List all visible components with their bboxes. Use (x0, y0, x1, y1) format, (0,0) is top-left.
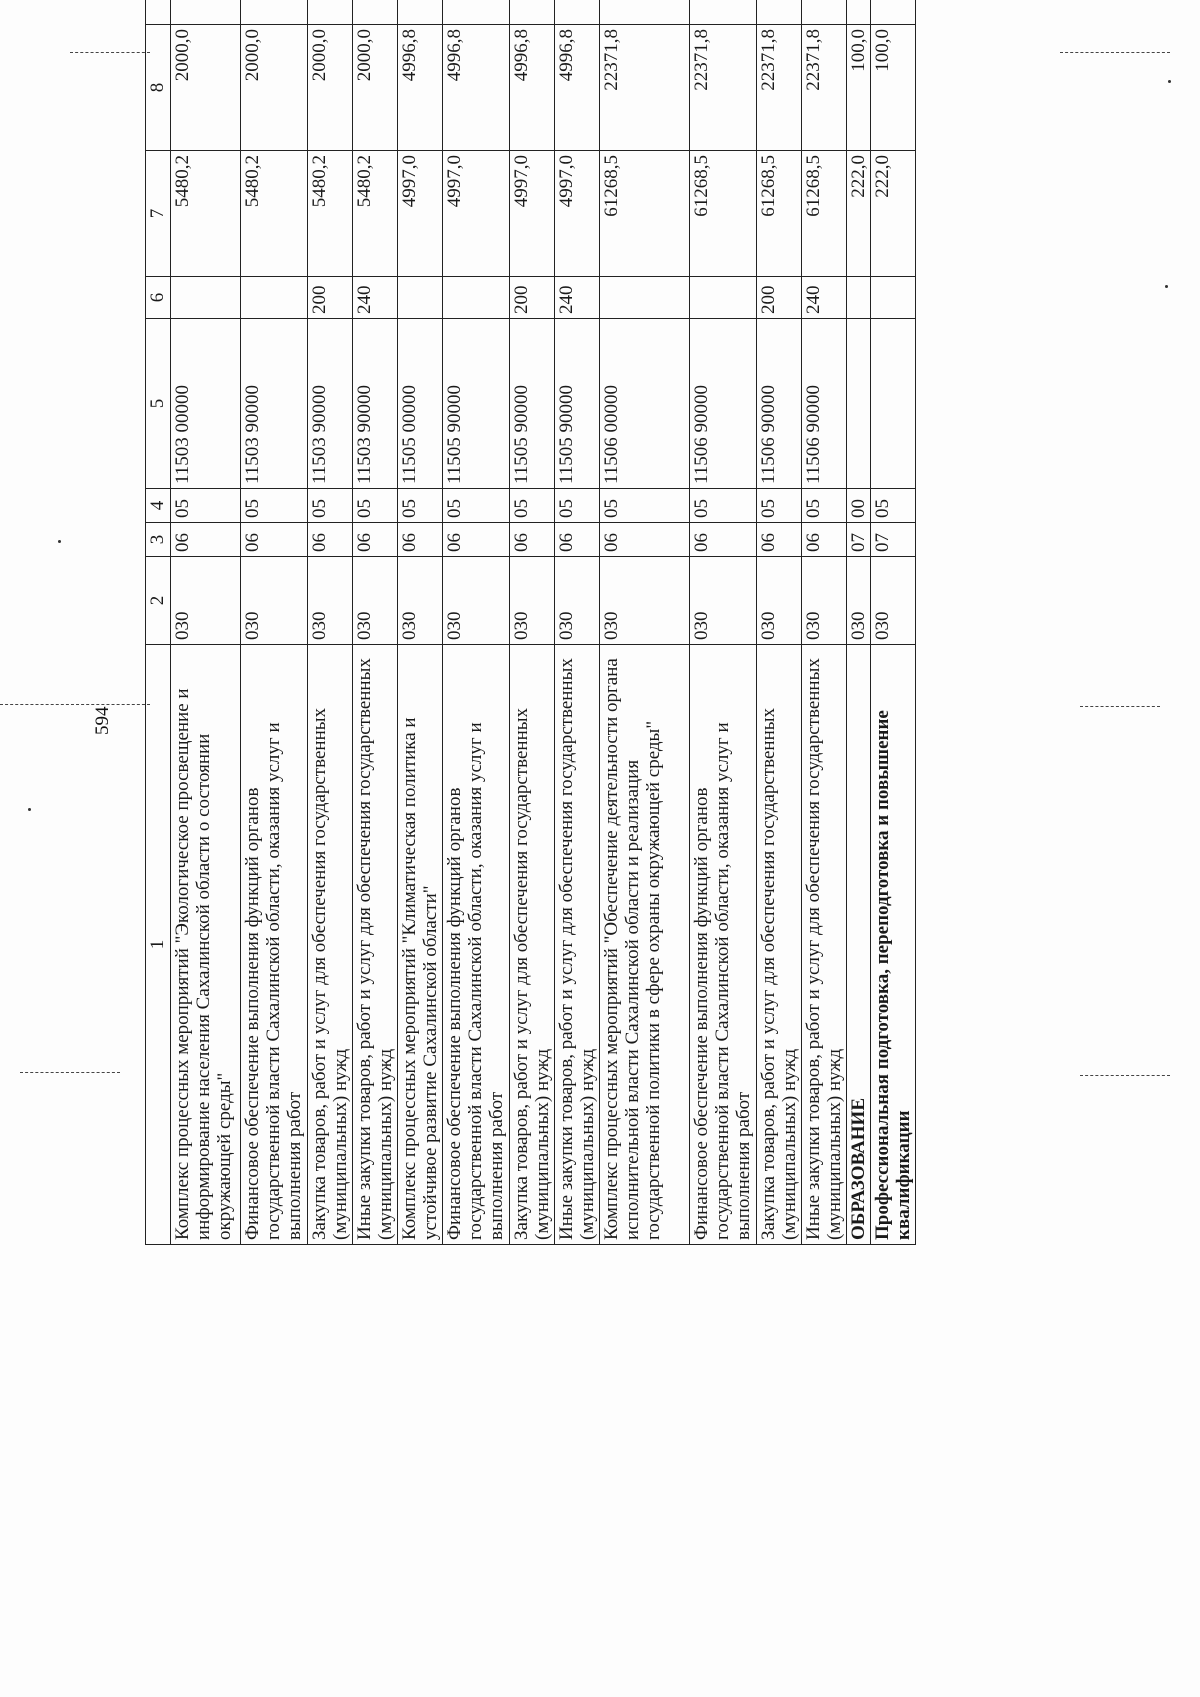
row-value-cell (690, 277, 757, 319)
row-value-cell (443, 0, 510, 25)
row-value-cell: 2000,0 (353, 25, 398, 151)
row-value-cell: 100,0 (871, 25, 916, 151)
row-value-cell (171, 277, 241, 319)
row-value-cell: 05 (353, 489, 398, 523)
scan-speck (58, 540, 61, 543)
row-value-cell: 11503 00000 (171, 319, 241, 489)
row-value-cell: 5480,2 (308, 151, 353, 277)
row-value-cell: 222,0 (847, 151, 871, 277)
row-value-cell: 11503 90000 (241, 319, 308, 489)
row-value-cell: 4996,8 (510, 25, 555, 151)
row-value-cell: 4997,0 (443, 151, 510, 277)
table-row (398, 0, 443, 1245)
row-value-cell (847, 319, 871, 489)
header-row (146, 0, 171, 1245)
scan-speck (28, 808, 31, 811)
row-value-cell: 06 (555, 523, 600, 557)
table-row (802, 0, 847, 1245)
row-value-cell: 030 (847, 557, 871, 645)
row-value-cell: 11505 90000 (555, 319, 600, 489)
table-row (443, 0, 510, 1245)
row-value-cell: 2000,0 (241, 25, 308, 151)
scan-artifact-line (0, 704, 150, 705)
row-value-cell (871, 0, 916, 25)
row-value-cell (398, 0, 443, 25)
row-value-cell (600, 0, 690, 25)
row-value-cell: 05 (398, 489, 443, 523)
row-value-cell: 11506 90000 (757, 319, 802, 489)
header-cell: 2 (146, 557, 171, 645)
header-cell: 6 (146, 277, 171, 319)
row-value-cell: 06 (600, 523, 690, 557)
rotated-table-container (145, 29, 1125, 1245)
table-body (171, 0, 916, 1245)
row-value-cell (241, 0, 308, 25)
table-row (690, 0, 757, 1245)
row-value-cell: 06 (510, 523, 555, 557)
row-value-cell: 030 (241, 557, 308, 645)
page-number: 594 (92, 706, 113, 735)
row-value-cell: 05 (871, 489, 916, 523)
row-value-cell: 222,0 (871, 151, 916, 277)
row-value-cell (757, 0, 802, 25)
row-value-cell: 06 (443, 523, 510, 557)
row-value-cell: 05 (443, 489, 510, 523)
row-value-cell: 05 (600, 489, 690, 523)
row-value-cell: 06 (802, 523, 847, 557)
table-row (600, 0, 690, 1245)
row-value-cell: 11503 90000 (308, 319, 353, 489)
row-name-cell: Иные закупки товаров, работ и услуг для обеспечения государственных (муниципальных) нужд (353, 645, 398, 1245)
row-value-cell (871, 319, 916, 489)
row-value-cell: 030 (443, 557, 510, 645)
row-value-cell: 030 (690, 557, 757, 645)
row-value-cell: 4997,0 (398, 151, 443, 277)
row-value-cell: 11506 90000 (802, 319, 847, 489)
row-value-cell: 11506 90000 (690, 319, 757, 489)
row-value-cell: 61268,5 (600, 151, 690, 277)
row-value-cell: 06 (690, 523, 757, 557)
row-value-cell: 5480,2 (241, 151, 308, 277)
row-value-cell (802, 0, 847, 25)
row-value-cell (353, 0, 398, 25)
row-value-cell (510, 0, 555, 25)
row-value-cell: 06 (757, 523, 802, 557)
scan-artifact-line (70, 52, 150, 53)
row-value-cell (398, 277, 443, 319)
row-value-cell: 240 (802, 277, 847, 319)
row-value-cell: 06 (241, 523, 308, 557)
row-value-cell: 4996,8 (398, 25, 443, 151)
row-value-cell: 11506 00000 (600, 319, 690, 489)
row-value-cell: 61268,5 (690, 151, 757, 277)
row-name-cell: Иные закупки товаров, работ и услуг для обеспечения государственных (муниципальных) нужд (802, 645, 847, 1245)
table-row (555, 0, 600, 1245)
row-value-cell: 07 (871, 523, 916, 557)
row-value-cell: 11505 90000 (443, 319, 510, 489)
table-row (171, 0, 241, 1245)
row-value-cell (241, 277, 308, 319)
header-cell: 5 (146, 319, 171, 489)
table-row (353, 0, 398, 1245)
row-value-cell: 05 (510, 489, 555, 523)
row-value-cell (308, 0, 353, 25)
row-name-cell: Закупка товаров, работ и услуг для обеспечения государственных (муниципальных) нужд (510, 645, 555, 1245)
header-cell: 4 (146, 489, 171, 523)
row-value-cell: 22371,8 (802, 25, 847, 151)
row-value-cell: 61268,5 (802, 151, 847, 277)
row-value-cell: 100,0 (847, 25, 871, 151)
row-value-cell (690, 0, 757, 25)
table-row (308, 0, 353, 1245)
scan-speck (1165, 285, 1168, 288)
row-value-cell: 05 (241, 489, 308, 523)
row-value-cell: 5480,2 (171, 151, 241, 277)
header-cell (146, 0, 171, 25)
row-value-cell: 22371,8 (690, 25, 757, 151)
table-row (757, 0, 802, 1245)
row-value-cell: 11505 90000 (510, 319, 555, 489)
row-value-cell: 030 (171, 557, 241, 645)
row-value-cell: 05 (308, 489, 353, 523)
row-value-cell: 05 (757, 489, 802, 523)
row-value-cell (847, 0, 871, 25)
row-name-cell: Закупка товаров, работ и услуг для обеспечения государственных (муниципальных) нужд (757, 645, 802, 1245)
row-value-cell: 030 (871, 557, 916, 645)
header-cell: 7 (146, 151, 171, 277)
row-name-cell: Комплекс процессных мероприятий "Климатическая политика и устойчивое развитие Сахалинской области" (398, 645, 443, 1245)
row-value-cell: 11505 00000 (398, 319, 443, 489)
table-row (510, 0, 555, 1245)
row-value-cell: 2000,0 (308, 25, 353, 151)
table-row (241, 0, 308, 1245)
row-value-cell: 22371,8 (757, 25, 802, 151)
row-value-cell: 5480,2 (353, 151, 398, 277)
table-row (871, 0, 916, 1245)
row-value-cell: 030 (398, 557, 443, 645)
row-name-cell: Финансовое обеспечение выполнения функций органов государственной власти Сахалинской области, оказания услуг и выполнения работ (690, 645, 757, 1245)
scan-speck (1168, 80, 1171, 83)
row-value-cell: 05 (802, 489, 847, 523)
row-value-cell: 2000,0 (171, 25, 241, 151)
row-value-cell: 030 (757, 557, 802, 645)
row-value-cell (443, 277, 510, 319)
row-value-cell: 22371,8 (600, 25, 690, 151)
row-value-cell: 200 (308, 277, 353, 319)
row-value-cell: 11503 90000 (353, 319, 398, 489)
row-value-cell: 030 (308, 557, 353, 645)
row-value-cell: 4997,0 (510, 151, 555, 277)
row-value-cell (600, 277, 690, 319)
row-value-cell: 06 (353, 523, 398, 557)
row-name-cell: Иные закупки товаров, работ и услуг для обеспечения государственных (муниципальных) нужд (555, 645, 600, 1245)
header-cell: 3 (146, 523, 171, 557)
row-name-cell: Комплекс процессных мероприятий "Экологическое просвещение и информирование населения Сахалинской области о состоянии окружающей среды" (171, 645, 241, 1245)
row-value-cell (171, 0, 241, 25)
row-value-cell: 030 (510, 557, 555, 645)
row-value-cell: 07 (847, 523, 871, 557)
row-value-cell: 05 (171, 489, 241, 523)
row-value-cell: 4996,8 (443, 25, 510, 151)
row-value-cell: 61268,5 (757, 151, 802, 277)
row-value-cell: 06 (308, 523, 353, 557)
row-value-cell: 240 (555, 277, 600, 319)
row-value-cell: 030 (802, 557, 847, 645)
row-value-cell (871, 277, 916, 319)
scan-artifact-line (20, 1072, 120, 1073)
row-value-cell (555, 0, 600, 25)
row-value-cell: 030 (600, 557, 690, 645)
header-cell: 1 (146, 645, 171, 1245)
row-value-cell: 030 (555, 557, 600, 645)
row-name-cell: Финансовое обеспечение выполнения функций органов государственной власти Сахалинской области, оказания услуг и выполнения работ (443, 645, 510, 1245)
row-value-cell: 06 (398, 523, 443, 557)
row-value-cell: 4997,0 (555, 151, 600, 277)
row-value-cell: 200 (510, 277, 555, 319)
row-value-cell: 4996,8 (555, 25, 600, 151)
row-value-cell: 200 (757, 277, 802, 319)
table-row (847, 0, 871, 1245)
row-name-cell: Комплекс процессных мероприятий "Обеспечение деятельности органа исполнительной власти Сахалинской области и реализация государственной политики в сфере охраны окружающей среды" (600, 645, 690, 1245)
row-name-cell: Финансовое обеспечение выполнения функций органов государственной власти Сахалинской области, оказания услуг и выполнения работ (241, 645, 308, 1245)
row-value-cell: 06 (171, 523, 241, 557)
row-value-cell: 00 (847, 489, 871, 523)
budget-table (145, 0, 916, 1245)
header-cell: 8 (146, 25, 171, 151)
row-value-cell: 05 (555, 489, 600, 523)
row-value-cell: 030 (353, 557, 398, 645)
row-name-cell: Профессиональная подготовка, переподготовка и повышение квалификации (871, 645, 916, 1245)
row-value-cell: 05 (690, 489, 757, 523)
row-value-cell: 240 (353, 277, 398, 319)
row-name-cell: ОБРАЗОВАНИЕ (847, 645, 871, 1245)
row-value-cell (847, 277, 871, 319)
row-name-cell: Закупка товаров, работ и услуг для обеспечения государственных (муниципальных) нужд (308, 645, 353, 1245)
